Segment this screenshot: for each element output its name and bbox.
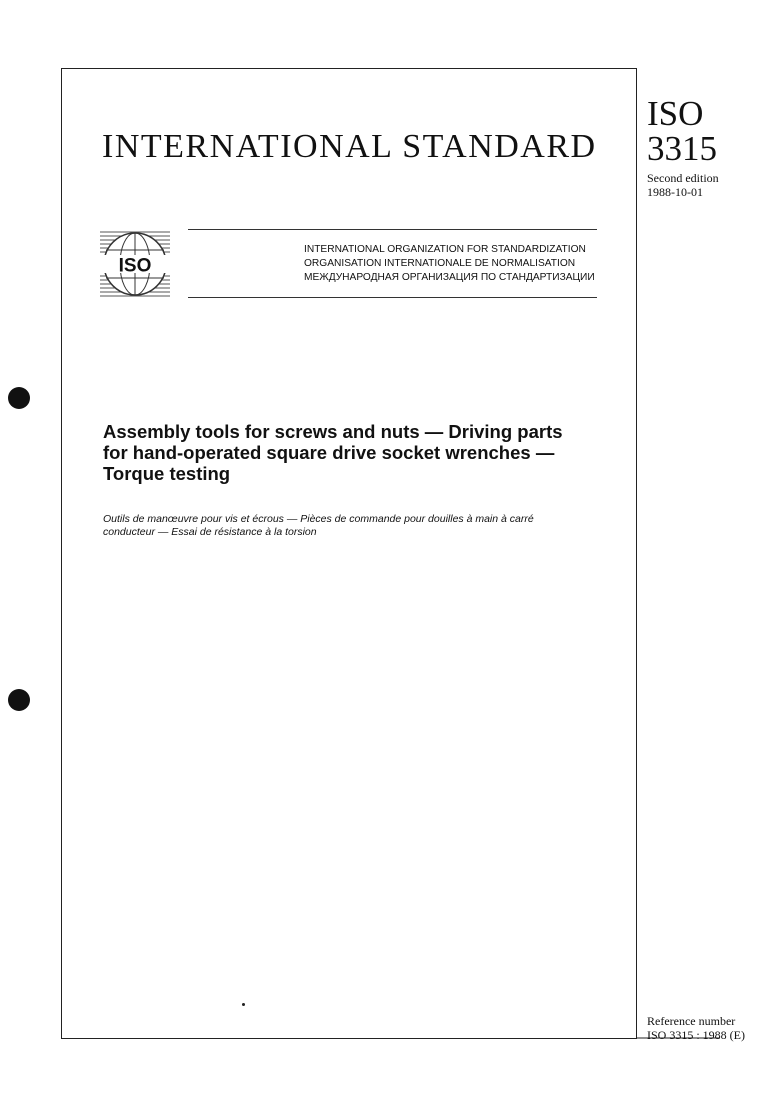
org-divider-bottom	[188, 297, 597, 298]
org-divider-top	[188, 229, 597, 230]
document-title-line: Assembly tools for screws and nuts — Driving parts	[103, 421, 563, 442]
reference-number: ISO 3315 : 1988 (E)	[647, 1028, 745, 1042]
french-title-line: conducteur — Essai de résistance à la torsion	[103, 526, 317, 538]
document-title-line: for hand-operated square drive socket wrenches —	[103, 442, 555, 463]
org-name-en: INTERNATIONAL ORGANIZATION FOR STANDARDIZATION	[304, 244, 586, 255]
french-title	[103, 513, 613, 539]
speck-mark	[242, 1003, 245, 1006]
french-title-line: Outils de manœuvre pour vis et écrous — Pièces de commande pour douilles à main à carré	[103, 513, 534, 525]
edition-label: Second edition	[647, 171, 719, 185]
standard-number: 3315	[647, 129, 717, 168]
punch-hole	[8, 387, 30, 409]
org-name-ru: МЕЖДУНАРОДНАЯ ОРГАНИЗАЦИЯ ПО СТАНДАРТИЗАЦИИ	[304, 272, 595, 283]
organization-names	[304, 243, 597, 285]
document-title	[103, 421, 613, 484]
standard-type-title: INTERNATIONAL STANDARD	[102, 128, 597, 165]
iso-logo	[98, 228, 172, 300]
punch-hole	[8, 689, 30, 711]
svg-text:ISO: ISO	[118, 255, 152, 277]
org-name-fr: ORGANISATION INTERNATIONALE DE NORMALISATION	[304, 258, 576, 269]
reference-number-label: Reference number	[647, 1014, 736, 1028]
document-title-line: Torque testing	[103, 463, 231, 484]
iso-label: ISO	[647, 94, 704, 133]
edition-date: 1988-10-01	[647, 185, 703, 199]
